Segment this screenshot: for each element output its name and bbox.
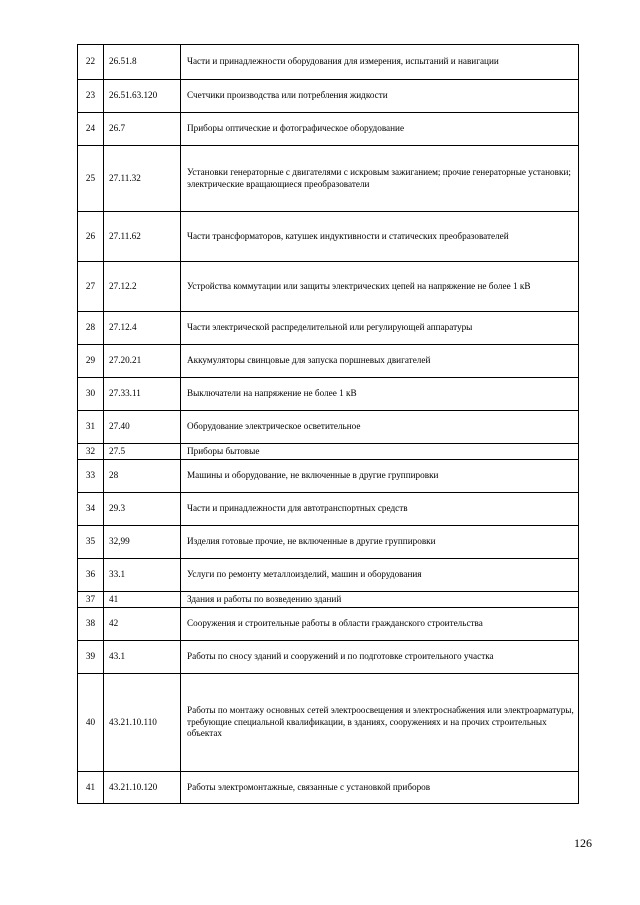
okpd-code: 43.1 (104, 641, 181, 674)
table-row (78, 212, 579, 262)
description: Работы по монтажу основных сетей электроосвещения и электроснабжения или электроарматуры, требующие специальной квалификации, в зданиях, сооружениях и на прочих строительных объектах (181, 674, 579, 772)
row-number: 25 (78, 146, 104, 212)
description: Работы по сносу зданий и сооружений и по подготовке строительного участка (181, 641, 579, 674)
row-number: 22 (78, 45, 104, 80)
okpd-code: 41 (104, 592, 181, 608)
description: Части электрической распределительной или регулирующей аппаратуры (181, 312, 579, 345)
row-number: 39 (78, 641, 104, 674)
table-row (78, 674, 579, 772)
description: Работы электромонтажные, связанные с установкой приборов (181, 772, 579, 804)
description: Оборудование электрическое осветительное (181, 411, 579, 444)
description: Приборы оптические и фотографическое оборудование (181, 113, 579, 146)
row-number: 41 (78, 772, 104, 804)
row-number: 27 (78, 262, 104, 312)
okpd-code: 27.33.11 (104, 378, 181, 411)
description: Установки генераторные с двигателями с искровым зажиганием; прочие генераторные установки; электрические вращающиеся преобразователи (181, 146, 579, 212)
row-number: 35 (78, 526, 104, 559)
okpd-code: 27.20.21 (104, 345, 181, 378)
table-row (78, 559, 579, 592)
description: Счетчики производства или потребления жидкости (181, 80, 579, 113)
table-row (78, 592, 579, 608)
table-row (78, 345, 579, 378)
table-row (78, 411, 579, 444)
row-number: 30 (78, 378, 104, 411)
table-row (78, 460, 579, 493)
description: Здания и работы по возведению зданий (181, 592, 579, 608)
classification-table (77, 44, 579, 804)
table-row (78, 312, 579, 345)
table-row (78, 608, 579, 641)
row-number: 24 (78, 113, 104, 146)
row-number: 31 (78, 411, 104, 444)
okpd-code: 27.11.62 (104, 212, 181, 262)
description: Машины и оборудование, не включенные в другие группировки (181, 460, 579, 493)
row-number: 34 (78, 493, 104, 526)
table-row (78, 80, 579, 113)
description: Приборы бытовые (181, 444, 579, 460)
description: Части и принадлежности оборудования для измерения, испытаний и навигации (181, 45, 579, 80)
description: Изделия готовые прочие, не включенные в другие группировки (181, 526, 579, 559)
row-number: 40 (78, 674, 104, 772)
table-row (78, 493, 579, 526)
table-row (78, 113, 579, 146)
okpd-code: 26.7 (104, 113, 181, 146)
row-number: 37 (78, 592, 104, 608)
okpd-code: 27.12.2 (104, 262, 181, 312)
table-row (78, 262, 579, 312)
description: Части трансформаторов, катушек индуктивности и статических преобразователей (181, 212, 579, 262)
row-number: 28 (78, 312, 104, 345)
row-number: 26 (78, 212, 104, 262)
description: Выключатели на напряжение не более 1 кВ (181, 378, 579, 411)
row-number: 23 (78, 80, 104, 113)
table-row (78, 641, 579, 674)
row-number: 29 (78, 345, 104, 378)
row-number: 36 (78, 559, 104, 592)
row-number: 33 (78, 460, 104, 493)
okpd-code: 29.3 (104, 493, 181, 526)
table-row (78, 444, 579, 460)
okpd-code: 28 (104, 460, 181, 493)
description: Услуги по ремонту металлоизделий, машин и оборудования (181, 559, 579, 592)
table-row (78, 146, 579, 212)
description: Аккумуляторы свинцовые для запуска поршневых двигателей (181, 345, 579, 378)
okpd-code: 43.21.10.120 (104, 772, 181, 804)
description: Устройства коммутации или защиты электрических цепей на напряжение не более 1 кВ (181, 262, 579, 312)
okpd-code: 27.12.4 (104, 312, 181, 345)
description: Сооружения и строительные работы в области гражданского строительства (181, 608, 579, 641)
okpd-code: 32,99 (104, 526, 181, 559)
table-row (78, 45, 579, 80)
okpd-code: 26.51.8 (104, 45, 181, 80)
row-number: 32 (78, 444, 104, 460)
row-number: 38 (78, 608, 104, 641)
page-number: 126 (574, 836, 592, 850)
okpd-code: 26.51.63.120 (104, 80, 181, 113)
okpd-code: 27.11.32 (104, 146, 181, 212)
okpd-code: 43.21.10.110 (104, 674, 181, 772)
okpd-code: 33.1 (104, 559, 181, 592)
table-row (78, 526, 579, 559)
table-row (78, 378, 579, 411)
description: Части и принадлежности для автотранспортных средств (181, 493, 579, 526)
okpd-code: 27.5 (104, 444, 181, 460)
okpd-code: 42 (104, 608, 181, 641)
okpd-code: 27.40 (104, 411, 181, 444)
table-row (78, 772, 579, 804)
